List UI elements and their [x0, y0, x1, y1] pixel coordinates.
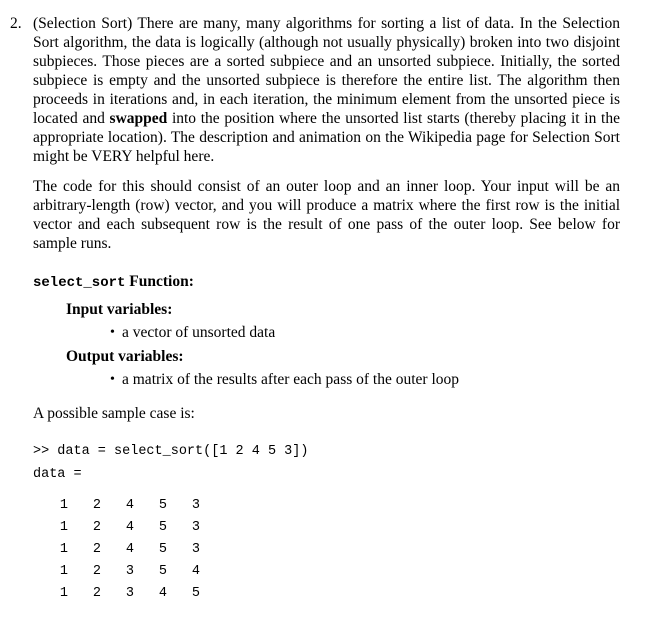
result-matrix — [33, 495, 620, 605]
matrix-cell: 3 — [191, 520, 200, 535]
matrix-cell: 4 — [158, 586, 167, 601]
matrix-row — [33, 583, 620, 605]
matrix-cell: 4 — [125, 520, 134, 535]
matrix-row — [33, 517, 620, 539]
bullet-item: • a vector of unsorted data — [110, 323, 620, 342]
matrix-cell: 2 — [92, 520, 101, 535]
function-heading — [33, 272, 620, 293]
matrix-row — [33, 495, 620, 517]
matrix-cell: 1 — [59, 586, 68, 601]
matrix-cell: 3 — [125, 564, 134, 579]
matrix-cell: 5 — [158, 564, 167, 579]
function-name: select_sort — [33, 275, 126, 291]
input-variables-label: Input variables: — [66, 301, 173, 318]
input-variables-list — [33, 323, 620, 342]
problem-2 — [10, 14, 620, 605]
intro-text-2: into the position where the unsorted list starts (thereby placing it in the appropriate location). The description and animation on the Wikipedia page for Selection Sort might be VERY helpful here. — [33, 110, 620, 165]
function-heading-suffix: Function: — [129, 273, 194, 290]
code-spec-paragraph: The code for this should consist of an outer loop and an inner loop. Your input will be an arbitrary-length (row) vector, and you will produce a matrix where the first row is the initial vector and each subsequent row is the result of one pass of the outer loop. See below for sample runs. — [33, 178, 620, 252]
matrix-row — [33, 539, 620, 561]
bullet-item: • a matrix of the results after each pass of the outer loop — [110, 370, 620, 389]
intro-paragraph — [33, 14, 620, 166]
matrix-cell: 4 — [125, 498, 134, 513]
matrix-cell: 3 — [125, 586, 134, 601]
matrix-cell: 2 — [92, 586, 101, 601]
command-line: >> data = select_sort([1 2 4 5 3]) — [33, 444, 309, 459]
matrix-cell: 4 — [191, 564, 200, 579]
output-variables-label: Output variables: — [66, 348, 184, 365]
matrix-row — [33, 561, 620, 583]
matrix-cell: 5 — [158, 542, 167, 557]
matrix-cell: 1 — [59, 564, 68, 579]
matrix-cell: 3 — [191, 498, 200, 513]
matrix-cell: 2 — [92, 542, 101, 557]
matrix-cell: 1 — [59, 498, 68, 513]
intro-bold-swapped: swapped — [109, 110, 168, 127]
result-label: data = — [33, 467, 82, 482]
matrix-cell: 5 — [191, 586, 200, 601]
problem-body — [33, 14, 620, 605]
output-variables-list — [33, 370, 620, 389]
intro-text-1: (Selection Sort) There are many, many algorithms for sorting a list of data. In the Selection Sort algorithm, the data is logically (although not usually physically) broken into two disjoint subpieces. Those pieces are a sorted subpiece and an unsorted subpiece. Initially, the sorted subpiece is empty and the unsorted subpiece is therefore the entire list. The algorithm then proceeds in iterations and, in each iteration, the minimum element from the unsorted piece is located and — [33, 15, 620, 127]
matrix-cell: 3 — [191, 542, 200, 557]
matrix-cell: 5 — [158, 498, 167, 513]
matrix-cell: 4 — [125, 542, 134, 557]
problem-number: 2. — [10, 15, 22, 32]
matrix-cell: 2 — [92, 498, 101, 513]
sample-run-code — [33, 440, 620, 486]
matrix-cell: 2 — [92, 564, 101, 579]
matrix-cell: 1 — [59, 542, 68, 557]
matrix-cell: 1 — [59, 520, 68, 535]
sample-case-intro: A possible sample case is: — [33, 405, 195, 422]
matrix-cell: 5 — [158, 520, 167, 535]
